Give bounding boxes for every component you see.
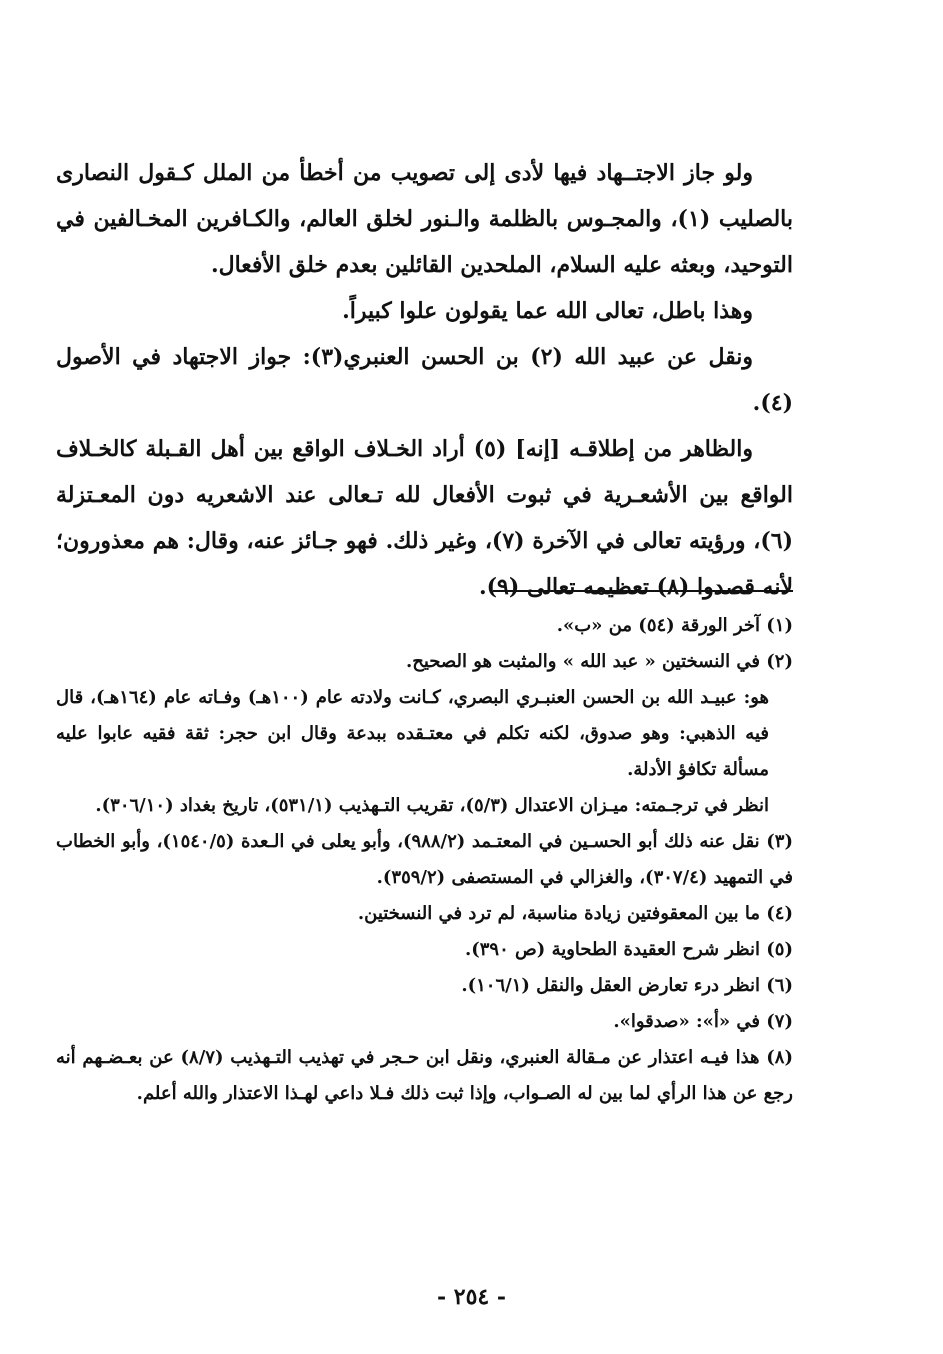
footnote: (٥) انظر شرح العقيدة الطحاوية (ص ٣٩٠). bbox=[464, 939, 793, 960]
body-text bbox=[56, 150, 793, 610]
footnote: (١) آخر الورقة (٥٤) من «ب». bbox=[556, 615, 793, 636]
footnote: (٢) في النسختين « عبد الله » والمثبت هو الصحيح. bbox=[405, 651, 793, 672]
body-paragraph: ولو جاز الاجتــهاد فيها لأدى إلى تصويب من أخطأ من الملل كـقول النصارى بالصليب (١)، والمجـوس بالظلمة والـنور لخلق العالم، والكـافرين المخـالفين في التوحيد، وبعثه عليه السلام، الملحدين القائلين بعدم خلق الأفعال. bbox=[56, 160, 794, 278]
footnote: (٨) هذا فيـه اعتذار عن مـقالة العنبري، ونقل ابن حـجر في تهذيب التـهذيب (٨/٧) عن بعـضـهم أنه رجع عن هذا الرأي لما بين له الصـواب، وإذا ثبت ذلك فـلا داعي لهـذا الاعتذار والله أعلم. bbox=[56, 1047, 793, 1104]
body-paragraph: وهذا باطل، تعالى الله عما يقولون علوا كبيراً. bbox=[342, 298, 753, 324]
page-number: - ٢٥٤ - bbox=[436, 1284, 507, 1310]
footnotes bbox=[56, 608, 793, 1112]
footnote-continuation: انظر في ترجـمته: ميـزان الاعتدال (٥/٣)، تقريب التـهذيب (٥٣١/١)، تاريخ بغداد (٣٠٦/١٠). bbox=[95, 795, 769, 816]
footnote: (٦) انظر درء تعارض العقل والنقل (١٠٦/١). bbox=[461, 975, 793, 996]
body-paragraph: ونقل عن عبيد الله (٢) بن الحسن العنبري(٣): جواز الاجتهاد في الأصول (٤). bbox=[56, 344, 793, 416]
body-paragraph: والظاهر من إطلاقـه [إنه] (٥) أراد الخـلاف الواقع بين أهل القـبلة كالخـلاف الواقع بين الأشعـرية في ثبوت الأفعال لله تـعالى عند الاشعريه دون المعـتزلة (٦)، ورؤيته تعالى في الآخرة (٧)، وغير ذلك. فهو جـائز عنه، وقال: هم معذورون؛ لأنه قصدوا (٨) تعظيمه تعالى (٩). bbox=[56, 436, 794, 600]
footnote-separator bbox=[493, 590, 793, 592]
footnote: (٧) في «أ»: «صدقوا». bbox=[613, 1011, 793, 1032]
footnote: (٣) نقل عنه ذلك أبو الحسـين في المعتـمد (٩٨٨/٢)، وأبو يعلى في الـعدة (١٥٤٠/٥)، وأبو الخطاب في التمهيد (٣٠٧/٤)، والغزالي في المستصفى (٣٥٩/٢). bbox=[56, 831, 793, 888]
footnote-continuation: هو: عبيـد الله بن الحسن العنبـري البصري، كـانت ولادته عام (١٠٠هـ) وفـاته عام (١٦٤هـ)، قال فيه الذهبي: وهو صدوق، لكنه تكلم في معتـقده ببدعة وقال ابن حجر: ثقة فقيه عابوا عليه مسألة تكافؤ الأدلة. bbox=[56, 687, 770, 780]
footnote: (٤) ما بين المعقوفتين زيادة مناسبة، لم ترد في النسختين. bbox=[357, 903, 793, 924]
